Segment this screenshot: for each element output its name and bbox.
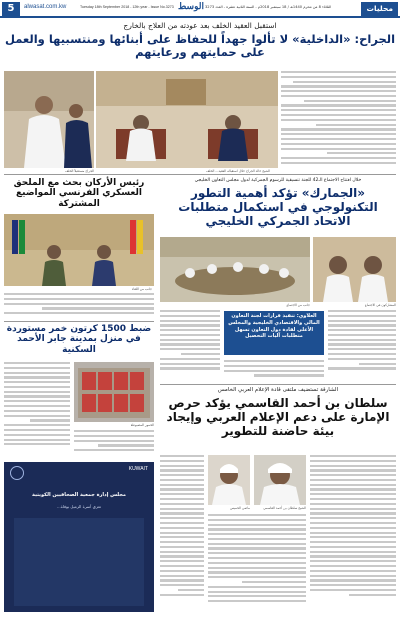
story1-body bbox=[281, 71, 396, 171]
dateline: Tuesday 18th September 2018 - 12th year - Issue No.3273 bbox=[80, 5, 174, 9]
story5-body-col3 bbox=[310, 455, 396, 613]
story2-headline: «الجمارك» تؤكد أهمية التطور التكنولوجي في استكمال متطلبات الاتحاد الجمركي الخليجي bbox=[178, 186, 378, 228]
ad-emblem-icon bbox=[10, 466, 24, 480]
story1-photo-left bbox=[4, 71, 94, 168]
story5-body-col2 bbox=[208, 514, 306, 613]
story4-caption: الخمور المضبوطة bbox=[130, 423, 154, 427]
divider-2 bbox=[4, 321, 154, 322]
story5-caption-a: ماضي الخميس bbox=[230, 506, 250, 510]
story3-caption: جانب من اللقاء bbox=[131, 287, 152, 291]
divider-1 bbox=[4, 174, 396, 175]
story5-photo-a bbox=[208, 455, 250, 505]
story3-headline: رئيس الأركان بحث مع الملحق العسكري الفرنسي المواضيع المشتركة bbox=[13, 178, 145, 209]
story5-photo-b bbox=[254, 455, 306, 505]
story1-kicker: استقبل العقيد الخلف بعد عودته من العلاج بالخارج bbox=[123, 21, 277, 30]
story1-photo-mid bbox=[96, 71, 278, 168]
story2-body-col2 bbox=[224, 360, 324, 382]
story5-caption-b: الشيخ سلطان بن أحمد القاسمي bbox=[263, 506, 306, 510]
ad-brand: KUWAIT bbox=[128, 466, 148, 472]
story1-headline: الجراح: «الداخلية» لا تألوا جهداً للحفاظ على أبنائها ومنتسبيها والعمل على حمايتهم ورعايتهم bbox=[4, 32, 396, 60]
ad-panel bbox=[14, 518, 144, 606]
story2-body-col3 bbox=[328, 310, 396, 380]
story5-body-col1 bbox=[160, 455, 204, 613]
story2-photo-left bbox=[160, 237, 310, 302]
story4-photo bbox=[74, 362, 154, 422]
story4-body-left bbox=[4, 362, 70, 457]
site-url[interactable]: alwasat.com.kw bbox=[24, 4, 67, 10]
story5-kicker: الشارقة تستضيف ملتقى قادة الإعلام العربي الخامس bbox=[217, 387, 339, 393]
page-header bbox=[0, 0, 400, 18]
story3-body bbox=[4, 293, 154, 319]
story2-photo-right bbox=[313, 237, 396, 302]
story5-headline: سلطان بن أحمد القاسمي يؤكد حرص الإمارة على دعم الإعلام العربي وإيجاد بيئة حاضنة للتطوير bbox=[166, 396, 390, 438]
story3-photo bbox=[4, 214, 154, 286]
issue-meta: الثلاثاء 8 من محرم 1440هـ / 18 سبتمبر 2018م - السنة الثانية عشرة - العدد 3273 bbox=[205, 5, 332, 9]
ad-line2: تعزي أسرة الزميل بوفاة... bbox=[56, 504, 102, 509]
advertisement bbox=[4, 462, 154, 612]
story2-highlight-box: العلاوي: تنفيذ قرارات لجنة التعاون المالي والاقتصادي الخليجية والمجلس الأعلى لقادة دول التعاون تسهل متطلبات آليات التحصيل bbox=[224, 311, 324, 355]
section-badge: محليات bbox=[361, 2, 398, 16]
story4-headline: ضبط 1500 كرتون خمر مستوردة في منزل بمدينة جابر الأحمد السكنية bbox=[6, 324, 152, 355]
newspaper-logo: الوسط bbox=[178, 2, 204, 12]
divider-3 bbox=[160, 384, 396, 385]
story1-caption-left: الجراح مستقبلاً الخلف bbox=[65, 169, 94, 173]
ad-line1: مجلس إدارة جمعية الصحافيين الكويتية bbox=[32, 492, 126, 498]
story2-body-col1 bbox=[160, 310, 220, 380]
story2-caption-right: المشاركون في الاجتماع bbox=[364, 303, 396, 307]
page-number: 5 bbox=[2, 2, 20, 16]
story2-kicker: خلال افتتاح الاجتماع الـ42 للجنة تنسيقية للرسوم الجمركية لدول مجلس التعاون الخليجي bbox=[194, 178, 362, 183]
story2-caption-left: جانب من الاجتماع bbox=[286, 303, 310, 307]
story1-caption-mid: الشيخ خالد الجراح خلال استقباله العقيد... الخلف bbox=[206, 169, 270, 173]
story4-body-right bbox=[74, 430, 154, 458]
